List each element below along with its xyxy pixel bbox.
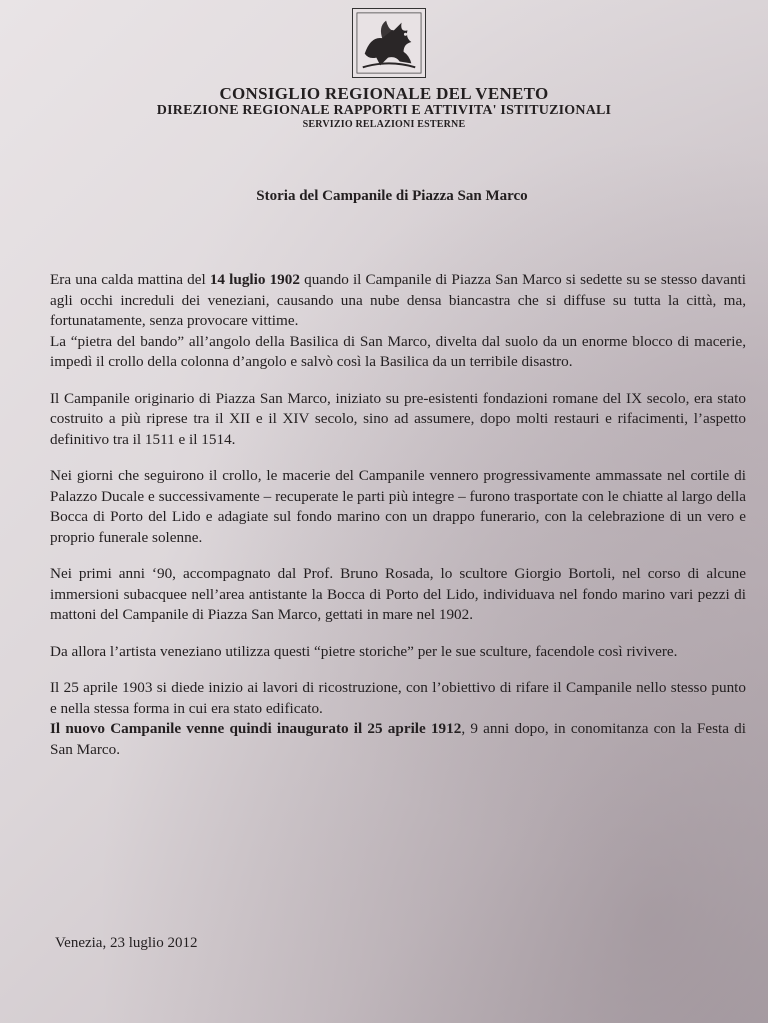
signature-date: Venezia, 23 luglio 2012 [55,935,198,951]
paragraph-1: Era una calda mattina del 14 luglio 1902 quando il Campanile di Piazza San Marco si sedette su se stesso davanti agli occhi increduli dei veneziani, causando una nube densa biancastra che si diffuse su tutta la città, ma, fortunatamente, senza provocare vittime. [50,271,746,329]
paragraph-7: Il 25 aprile 1903 si diede inizio ai lavori di ricostruzione, con l’obiettivo di rifare il Campanile nello stesso punto e nella stessa forma in cui era stato edificato. [50,679,746,717]
header-direction: DIREZIONE REGIONALE RAPPORTI E ATTIVITA' ISTITUZIONALI [156,103,612,118]
regional-seal [352,8,426,78]
document-title: Storia del Campanile di Piazza San Marco [256,188,528,204]
paragraph-5: Nei primi anni ‘90, accompagnato dal Prof. Bruno Rosada, lo scultore Giorgio Bortoli, nel corso di alcune immersioni subacquee nell’area antistante la Bocca di Porto del Lido, individuava nel fondo marino vari pezzi di mattoni del Campanile di Piazza San Marco, gettati in mare nel 1902. [50,565,746,623]
header-organization: CONSIGLIO REGIONALE DEL VENETO [219,84,549,103]
paragraph-4: Nei giorni che seguirono il crollo, le macerie del Campanile vennero progressivamente ammassate nel cortile di Palazzo Ducale e successivamente – recuperate le parti più integre – furono trasportate con le chiatte al largo della Bocca di Porto del Lido e adagiate sul fondo marino con un drappo funerario, con la celebrazione di un vero e proprio funerale solenne. [50,467,746,546]
winged-lion-icon [353,9,425,77]
paragraph-3: Il Campanile originario di Piazza San Marco, iniziato su pre-esistenti fondazioni romane del IX secolo, era stato costruito a più riprese tra il XII e il XIV secolo, sino ad assumere, dopo molti restauri e rifacimenti, l’aspetto definitivo tra il 1511 e il 1514. [50,389,746,448]
highlight-inauguration: Il nuovo Campanile venne quindi inaugurato il 25 aprile 1912 [50,720,462,737]
paragraph-6: Da allora l’artista veneziano utilizza questi “pietre storiche” per le sue sculture, facendole così rivivere. [50,642,678,660]
paragraph-2: La “pietra del bando” all’angolo della Basilica di San Marco, divelta dal suolo da un enorme blocco di macerie, impedì il crollo della colonna d’angolo e salvò così la Basilica da un terribile disastro. [50,332,746,370]
highlight-date: 14 luglio 1902 [209,271,300,288]
header-service: SERVIZIO RELAZIONI ESTERNE [302,119,466,130]
paragraph-8: Il nuovo Campanile venne quindi inaugurato il 25 aprile 1912, 9 anni dopo, in conomitanza con la Festa di San Marco. [50,720,746,758]
document-body [50,270,746,776]
